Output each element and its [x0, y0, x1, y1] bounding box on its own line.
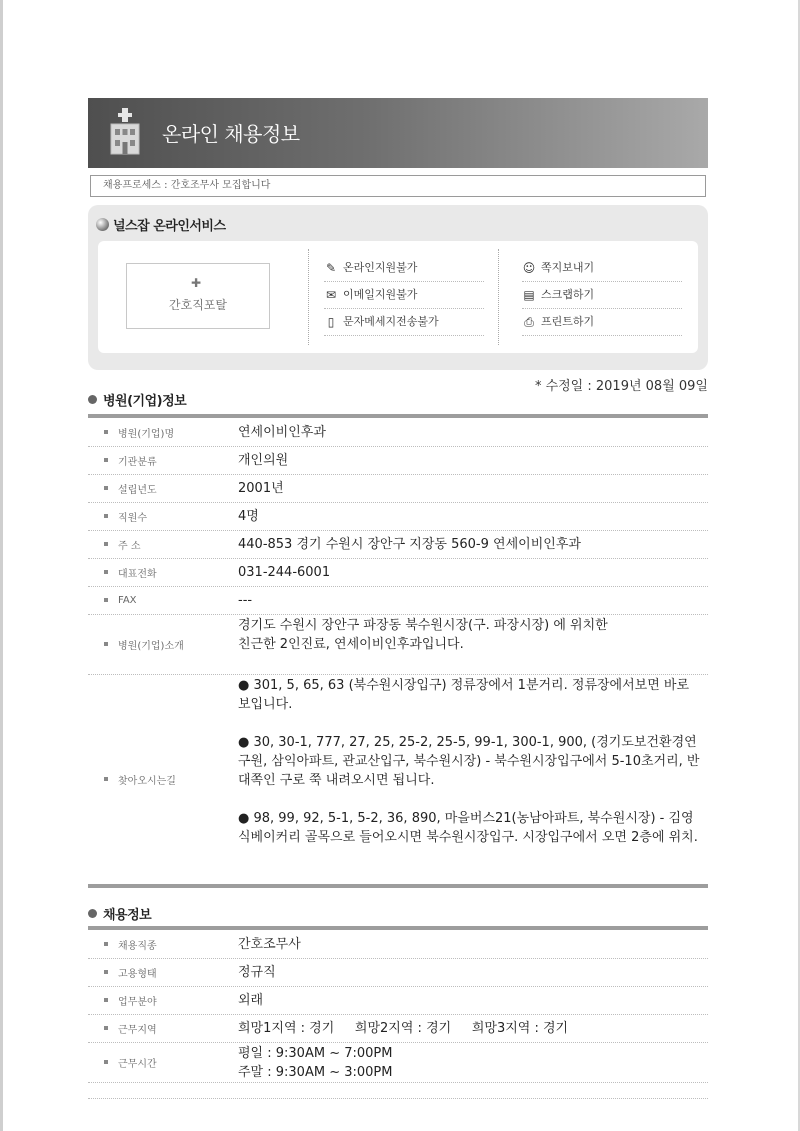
portal-logo-link[interactable] — [126, 263, 270, 329]
info-row: 찾아오시는길 ● 301, 5, 65, 63 (북수원시장입구) 정류장에서 1분거리. 정류장에서보면 바로 보입니다. ● 30, 30-1, 777, 27, 25, 25-2, 25-5, 99-1, 300-1, 900, (경기도보건환경연구원, 삼익아파트, 관교산입구, 북수원시장) - 북수원시장입구에서 5-10초거리, 반대쪽인 구로 쭉 내려오시면 됩니다. ● 98, 99, 92, 5-1, 5-2, 36, 890, 마을버스21(농남아파트, 북수원시장) - 김영식베이커리 골목으로 들어오시면 북수원시장입구. 시장입구에서 오면 2층에 위치. — [88, 674, 708, 885]
modified-date: * 수정일 : 2019년 08월 09일 — [534, 379, 708, 394]
clip-icon: ▤ — [523, 288, 535, 302]
info-row: 고용형태 정규직 — [88, 958, 708, 987]
info-row: 기관분류 개인의원 — [88, 446, 708, 475]
online-service-panel — [88, 205, 708, 370]
info-row: 근무시간 평일 : 9:30AM ~ 7:00PM 주말 : 9:30AM ~ 3:00PM — [88, 1042, 708, 1083]
header-banner — [88, 98, 708, 168]
section-rule — [88, 884, 708, 888]
online-apply-item[interactable]: ✎ 온라인지원불가 — [324, 255, 484, 282]
email-apply-item[interactable]: ✉ 이메일지원불가 — [324, 282, 484, 309]
info-row: 채용직종 간호조무사 — [88, 930, 708, 959]
divider — [498, 249, 499, 345]
sms-item[interactable]: ▯ 문자메세지전송불가 — [324, 309, 484, 336]
page-edge — [0, 0, 3, 1131]
bullet-icon — [88, 909, 97, 918]
divider — [308, 249, 309, 345]
print-item[interactable]: ⎙ 프린트하기 — [522, 309, 682, 336]
cross-icon: ✚ — [191, 276, 202, 290]
bullet-icon — [88, 395, 97, 404]
service-title: 널스잡 온라인서비스 — [96, 215, 226, 234]
service-column-2 — [522, 255, 682, 336]
phone-icon: ▯ — [327, 315, 335, 329]
info-row: 대표전화 031-244-6001 — [88, 558, 708, 587]
apply-icon: ✎ — [325, 261, 337, 275]
building-icon — [110, 108, 140, 158]
mail-icon: ✉ — [325, 288, 337, 302]
info-row: 주 소 440-853 경기 수원시 장안구 지장동 560-9 연세이비인후과 — [88, 530, 708, 559]
info-row: 병원(기업)소개 경기도 수원시 장안구 파장동 북수원시장(구. 파장시장) 에 위치한 친근한 2인진료, 연세이비인후과입니다. — [88, 614, 708, 675]
info-row: 직원수 4명 — [88, 502, 708, 531]
globe-icon — [96, 218, 109, 231]
info-row: 근무지역 희망1지역 : 경기 희망2지역 : 경기 희망3지역 : 경기 — [88, 1014, 708, 1043]
job-section-heading: 채용정보 — [88, 904, 151, 923]
service-inner — [98, 241, 698, 353]
info-row: 업무분야 외래 — [88, 986, 708, 1015]
printer-icon: ⎙ — [524, 315, 534, 329]
scrap-item[interactable]: ▤ 스크랩하기 — [522, 282, 682, 309]
info-row — [88, 1082, 708, 1099]
info-row: 설립년도 2001년 — [88, 474, 708, 503]
service-column-1 — [324, 255, 484, 336]
info-row: 병원(기업)명 연세이비인후과 — [88, 418, 708, 447]
page-title: 온라인 채용정보 — [162, 122, 300, 146]
portal-logo-text: 간호직포탈 — [169, 298, 227, 312]
user-icon: ☺ — [522, 261, 536, 275]
info-row: FAX --- — [88, 586, 708, 615]
send-note-item[interactable]: ☺ 쪽지보내기 — [522, 255, 682, 282]
breadcrumb: 채용프로세스 : 간호조무사 모집합니다 — [90, 175, 706, 197]
hospital-section-heading: 병원(기업)정보 — [88, 390, 186, 409]
